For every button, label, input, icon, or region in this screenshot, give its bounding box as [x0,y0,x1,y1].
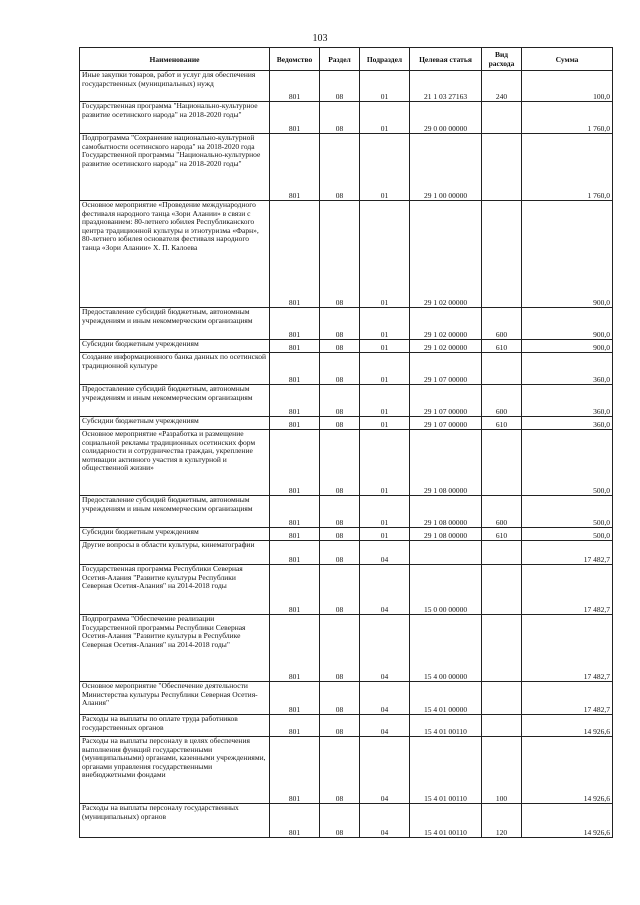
row-podrazdel: 01 [360,340,410,353]
row-summa: 360,0 [522,417,613,430]
row-name: Основное мероприятие «Проведение международного фестиваля народного танца «Зори Алании» в связи с празднованием: 80-летнего юбилея Республиканского центра традиционной культуры и этнотуризма «Фарн», 80-летнего юбилея основателя фестиваля народного танца «Зори Алании» Х. П. Калоева [80,201,270,308]
row-summa: 100,0 [522,71,613,102]
table-row [80,134,613,201]
row-vedomstvo: 801 [270,417,320,430]
table-row [80,308,613,340]
row-summa: 360,0 [522,353,613,385]
table-row [80,385,613,417]
row-celevaya-statya [410,541,482,565]
row-podrazdel: 04 [360,541,410,565]
row-podrazdel: 01 [360,528,410,541]
row-vedomstvo: 801 [270,737,320,804]
row-celevaya-statya: 29 1 08 00000 [410,528,482,541]
row-name: Расходы на выплаты персоналу государственных (муниципальных) органов [80,804,270,838]
table-row [80,417,613,430]
row-vid-raskhoda [482,715,522,737]
row-celevaya-statya: 15 4 01 00000 [410,682,482,715]
row-summa: 1 760,0 [522,102,613,134]
column-header-podrazdel: Подраздел [360,48,410,71]
table-row [80,682,613,715]
row-celevaya-statya: 15 4 01 00110 [410,804,482,838]
row-razdel: 08 [320,71,360,102]
row-vid-raskhoda [482,102,522,134]
row-name: Основное мероприятие "Обеспечение деятельности Министерства культуры Республики Северная Осетия-Алания" [80,682,270,715]
row-vedomstvo: 801 [270,134,320,201]
row-summa: 900,0 [522,340,613,353]
row-vid-raskhoda [482,201,522,308]
row-razdel: 08 [320,541,360,565]
row-name: Расходы на выплаты по оплате труда работников государственных органов [80,715,270,737]
row-podrazdel: 01 [360,496,410,528]
row-celevaya-statya: 29 1 08 00000 [410,496,482,528]
row-celevaya-statya: 29 1 08 00000 [410,430,482,496]
row-name: Субсидии бюджетным учреждениям [80,528,270,541]
row-razdel: 08 [320,682,360,715]
row-razdel: 08 [320,737,360,804]
row-vid-raskhoda [482,615,522,682]
row-summa: 500,0 [522,496,613,528]
row-celevaya-statya: 15 4 00 00000 [410,615,482,682]
budget-table [79,47,613,838]
row-name: Предоставление субсидий бюджетным, автономным учреждениям и иным некоммерческим организациям [80,496,270,528]
row-name: Другие вопросы в области культуры, кинематографии [80,541,270,565]
table-row [80,353,613,385]
row-vedomstvo: 801 [270,496,320,528]
row-name: Подпрограмма "Обеспечение реализации Государственной программы Республики Северная Осетия-Алания "Развитие культуры в Республике Северная Осетия-Алания" на 2014-2018 годы" [80,615,270,682]
row-vid-raskhoda [482,353,522,385]
row-razdel: 08 [320,496,360,528]
row-summa: 500,0 [522,430,613,496]
row-podrazdel: 01 [360,201,410,308]
row-summa: 14 926,6 [522,737,613,804]
table-row [80,737,613,804]
row-summa: 17 482,7 [522,682,613,715]
row-podrazdel: 01 [360,102,410,134]
row-razdel: 08 [320,715,360,737]
row-podrazdel: 04 [360,737,410,804]
row-vid-raskhoda: 610 [482,340,522,353]
row-vedomstvo: 801 [270,340,320,353]
row-name: Государственная программа "Национально-культурное развитие осетинского народа" на 2018-2020 годы" [80,102,270,134]
row-vid-raskhoda: 610 [482,417,522,430]
row-vedomstvo: 801 [270,541,320,565]
row-summa: 14 926,6 [522,804,613,838]
row-vid-raskhoda [482,134,522,201]
row-vedomstvo: 801 [270,565,320,615]
row-razdel: 08 [320,353,360,385]
row-vedomstvo: 801 [270,615,320,682]
row-name: Создание информационного банка данных по осетинской традиционной культуре [80,353,270,385]
row-razdel: 08 [320,340,360,353]
row-vedomstvo: 801 [270,528,320,541]
row-celevaya-statya: 29 1 02 00000 [410,340,482,353]
row-summa: 14 926,6 [522,715,613,737]
table-row [80,496,613,528]
row-razdel: 08 [320,385,360,417]
row-celevaya-statya: 21 1 03 27163 [410,71,482,102]
column-header-name: Наименование [80,48,270,71]
row-podrazdel: 04 [360,565,410,615]
row-vid-raskhoda [482,565,522,615]
row-name: Предоставление субсидий бюджетным, автономным учреждениям и иным некоммерческим организациям [80,308,270,340]
row-celevaya-statya: 29 1 00 00000 [410,134,482,201]
row-razdel: 08 [320,201,360,308]
table-header-row [80,48,613,71]
table-row [80,340,613,353]
column-header-vid-raskhoda: Вид расхода [482,48,522,71]
row-vid-raskhoda [482,682,522,715]
row-celevaya-statya: 15 4 01 00110 [410,715,482,737]
row-summa: 17 482,7 [522,565,613,615]
row-summa: 500,0 [522,528,613,541]
row-vedomstvo: 801 [270,430,320,496]
table-row [80,804,613,838]
row-razdel: 08 [320,102,360,134]
row-razdel: 08 [320,308,360,340]
table-row [80,541,613,565]
row-podrazdel: 01 [360,308,410,340]
row-vid-raskhoda: 120 [482,804,522,838]
row-summa: 900,0 [522,201,613,308]
row-name: Субсидии бюджетным учреждениям [80,340,270,353]
table-row [80,201,613,308]
row-razdel: 08 [320,430,360,496]
row-vid-raskhoda: 100 [482,737,522,804]
row-vedomstvo: 801 [270,715,320,737]
table-row [80,102,613,134]
column-header-vedomstvo: Ведомство [270,48,320,71]
row-celevaya-statya: 29 1 02 00000 [410,201,482,308]
row-name: Подпрограмма "Сохранение национально-культурной самобытности осетинского народа" на 2018-2020 года Государственной программы "Национально-культурное развитие осетинского народа" на 2018-2020 годы" [80,134,270,201]
row-summa: 17 482,7 [522,541,613,565]
row-summa: 360,0 [522,385,613,417]
row-vid-raskhoda: 600 [482,308,522,340]
row-name: Основное мероприятие «Разработка и размещение социальной рекламы традиционных осетинских форм солидарности и сотрудничества граждан, укрепление мотивации активного участия в культурной и общественной жизни» [80,430,270,496]
row-razdel: 08 [320,615,360,682]
row-vid-raskhoda [482,541,522,565]
row-name: Расходы на выплаты персоналу в целях обеспечения выполнения функций государственными (муниципальными) органами, казенными учреждениями, органами управления государственными внебюджетными фондами [80,737,270,804]
row-podrazdel: 01 [360,430,410,496]
row-summa: 1 760,0 [522,134,613,201]
row-celevaya-statya: 29 0 00 00000 [410,102,482,134]
table-row [80,528,613,541]
table-body [80,71,613,838]
row-podrazdel: 01 [360,385,410,417]
row-podrazdel: 01 [360,353,410,385]
row-podrazdel: 04 [360,615,410,682]
row-podrazdel: 04 [360,715,410,737]
column-header-celevaya-statya: Целевая статья [410,48,482,71]
row-razdel: 08 [320,565,360,615]
row-razdel: 08 [320,804,360,838]
row-razdel: 08 [320,528,360,541]
row-celevaya-statya: 15 4 01 00110 [410,737,482,804]
row-vedomstvo: 801 [270,353,320,385]
table-row [80,430,613,496]
column-header-razdel: Раздел [320,48,360,71]
row-celevaya-statya: 15 0 00 00000 [410,565,482,615]
row-podrazdel: 01 [360,417,410,430]
row-vedomstvo: 801 [270,804,320,838]
table-row [80,715,613,737]
row-vedomstvo: 801 [270,71,320,102]
table-row [80,71,613,102]
table-row [80,565,613,615]
row-vid-raskhoda: 610 [482,528,522,541]
row-podrazdel: 01 [360,134,410,201]
row-vedomstvo: 801 [270,308,320,340]
row-vedomstvo: 801 [270,385,320,417]
row-celevaya-statya: 29 1 07 00000 [410,353,482,385]
row-vid-raskhoda: 600 [482,496,522,528]
row-name: Субсидии бюджетным учреждениям [80,417,270,430]
row-name: Иные закупки товаров, работ и услуг для обеспечения государственных (муниципальных) нужд [80,71,270,102]
row-summa: 17 482,7 [522,615,613,682]
row-celevaya-statya: 29 1 02 00000 [410,308,482,340]
row-razdel: 08 [320,134,360,201]
row-podrazdel: 04 [360,682,410,715]
row-vedomstvo: 801 [270,201,320,308]
row-vid-raskhoda: 600 [482,385,522,417]
row-podrazdel: 01 [360,71,410,102]
row-celevaya-statya: 29 1 07 00000 [410,417,482,430]
table-row [80,615,613,682]
row-name: Государственная программа Республики Северная Осетия-Алания "Развитие культуры Республики Северная Осетия-Алания" на 2014-2018 годы [80,565,270,615]
row-podrazdel: 04 [360,804,410,838]
row-vedomstvo: 801 [270,102,320,134]
column-header-summa: Сумма [522,48,613,71]
row-vid-raskhoda: 240 [482,71,522,102]
row-vid-raskhoda [482,430,522,496]
row-celevaya-statya: 29 1 07 00000 [410,385,482,417]
row-summa: 900,0 [522,308,613,340]
row-vedomstvo: 801 [270,682,320,715]
page-number: 103 [312,33,328,44]
row-razdel: 08 [320,417,360,430]
row-name: Предоставление субсидий бюджетным, автономным учреждениям и иным некоммерческим организациям [80,385,270,417]
